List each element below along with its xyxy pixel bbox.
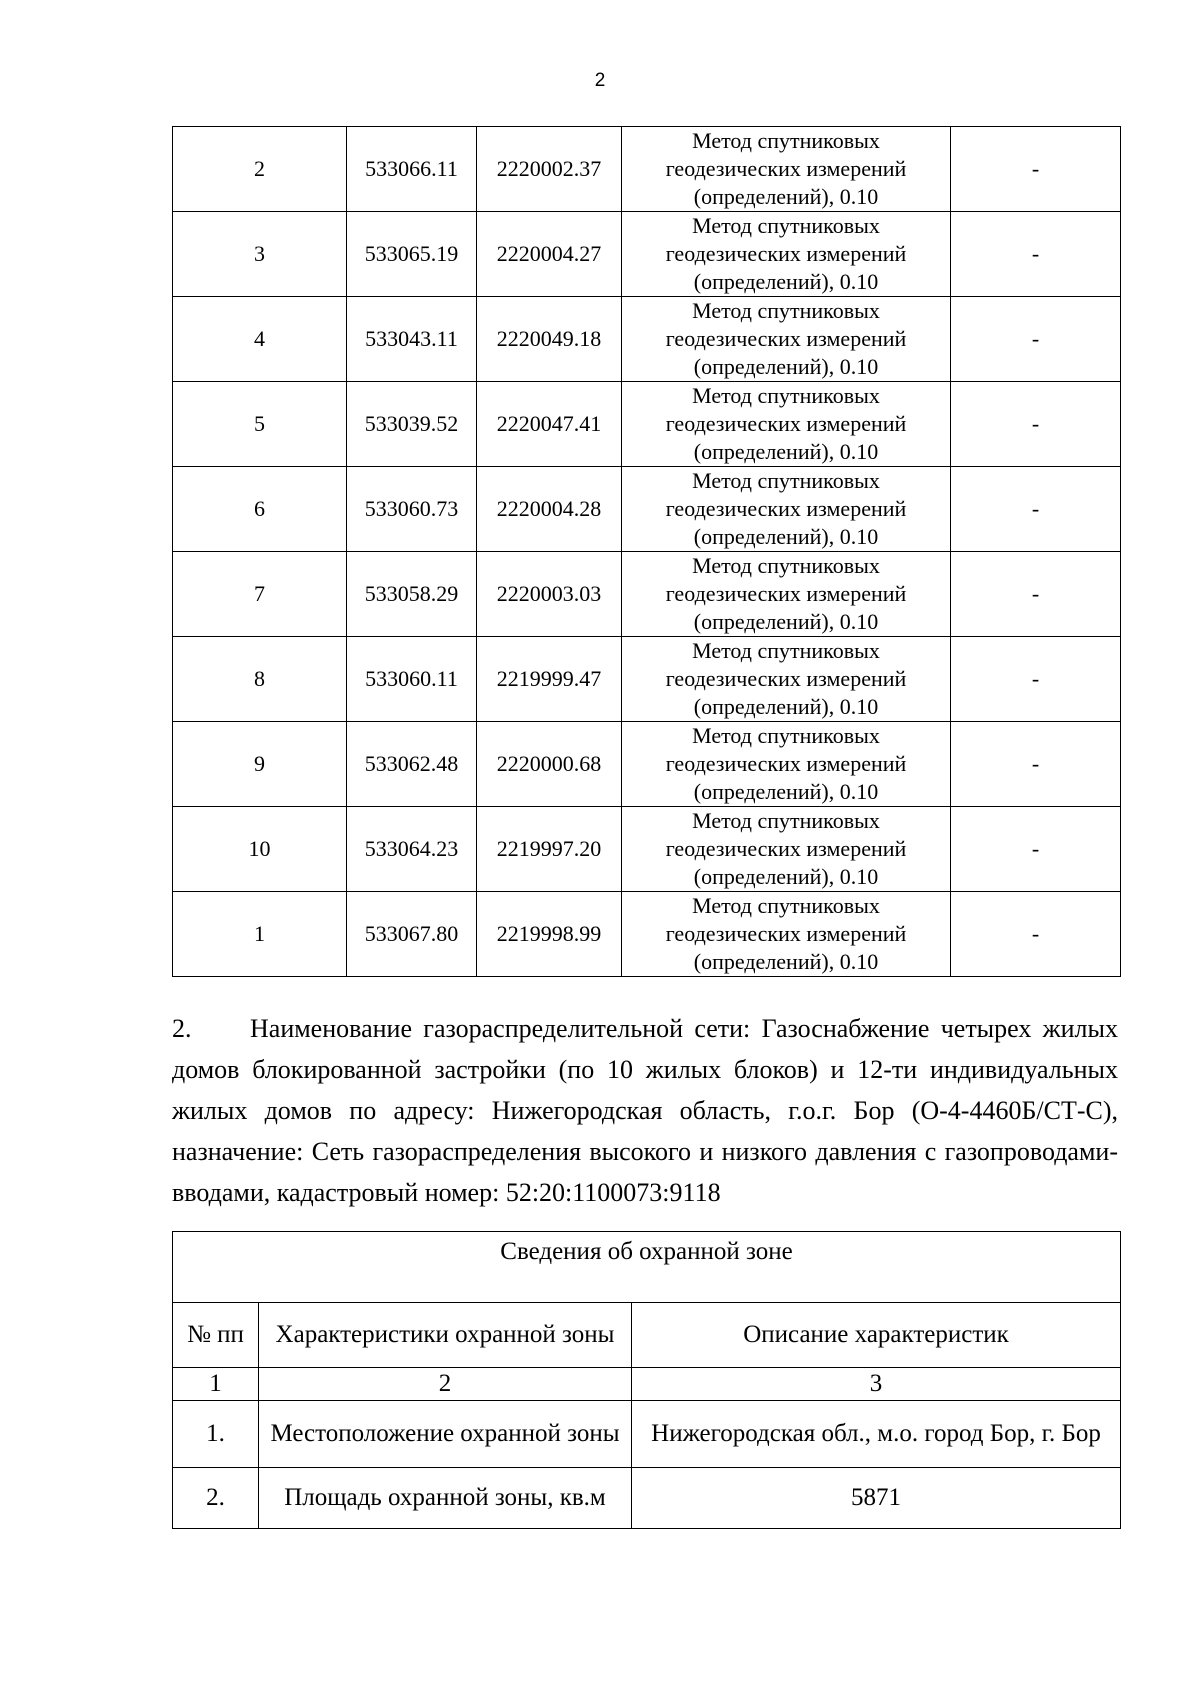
method-cell [622,212,951,297]
zone-row-location [173,1401,1121,1468]
method-cell [622,552,951,637]
point-number-cell: 1 [173,892,347,977]
x-coordinate-cell: 533066.11 [347,127,477,212]
coordinate-row [173,892,1121,977]
header-num: № пп [173,1303,259,1368]
y-coordinate-cell: 2219998.99 [477,892,622,977]
zone-row-num: 2. [173,1468,259,1529]
paragraph-text: Наименование газораспределительной сети: Газоснабжение четырех жилых домов блокированной застройки (по 10 жилых блоков) и 12-ти индивидуальных жилых домов по адресу: Нижегородская область, г.о.г. Бор (О-4-4460Б/СТ-С), назначение: Сеть газораспределения высокого и низкого давления с газопроводами-вводами, кадастровый номер: 52:20:1100073:9118 [172,1014,1118,1207]
method-line: геодезических измерений [665,411,907,436]
point-number-cell: 4 [173,297,347,382]
paragraph-number: 2. [172,1014,192,1043]
x-coordinate-cell: 533062.48 [347,722,477,807]
description-cell: - [951,297,1121,382]
method-line: (определений), 0.10 [693,354,879,379]
method-cell [622,722,951,807]
x-coordinate-cell: 533060.11 [347,637,477,722]
method-line: (определений), 0.10 [693,694,879,719]
method-line: (определений), 0.10 [693,439,879,464]
description-cell: - [951,212,1121,297]
point-number-cell: 6 [173,467,347,552]
method-line: Метод спутниковых [692,553,880,578]
x-coordinate-cell: 533067.80 [347,892,477,977]
column-number-2: 2 [259,1368,632,1401]
method-line: (определений), 0.10 [693,949,879,974]
method-line: Метод спутниковых [692,128,880,153]
method-line: (определений), 0.10 [693,184,879,209]
coordinate-row [173,722,1121,807]
method-line: Метод спутниковых [692,893,880,918]
method-line: геодезических измерений [665,751,907,776]
method-line: Метод спутниковых [692,298,880,323]
method-line: геодезических измерений [665,921,907,946]
description-cell: - [951,382,1121,467]
page-number: 2 [594,70,606,91]
method-line: геодезических измерений [665,581,907,606]
column-number-1: 1 [173,1368,259,1401]
zone-row-num: 1. [173,1401,259,1468]
point-number-cell: 10 [173,807,347,892]
method-line: (определений), 0.10 [693,609,879,634]
description-cell: - [951,552,1121,637]
description-cell: - [951,637,1121,722]
header-description: Описание характеристик [632,1303,1121,1368]
coordinate-row [173,382,1121,467]
x-coordinate-cell: 533058.29 [347,552,477,637]
point-number-cell: 9 [173,722,347,807]
coordinate-row [173,127,1121,212]
y-coordinate-cell: 2219997.20 [477,807,622,892]
method-line: геодезических измерений [665,156,907,181]
x-coordinate-cell: 533060.73 [347,467,477,552]
y-coordinate-cell: 2219999.47 [477,637,622,722]
description-cell: - [951,722,1121,807]
coordinate-row [173,297,1121,382]
method-line: геодезических измерений [665,326,907,351]
y-coordinate-cell: 2220004.28 [477,467,622,552]
method-line: геодезических измерений [665,666,907,691]
method-line: Метод спутниковых [692,808,880,833]
point-number-cell: 2 [173,127,347,212]
point-number-cell: 7 [173,552,347,637]
zone-row-description: Нижегородская обл., м.о. город Бор, г. Бор [632,1401,1121,1468]
y-coordinate-cell: 2220047.41 [477,382,622,467]
x-coordinate-cell: 533065.19 [347,212,477,297]
method-cell [622,127,951,212]
coordinate-row [173,637,1121,722]
y-coordinate-cell: 2220004.27 [477,212,622,297]
description-cell: - [951,892,1121,977]
method-line: Метод спутниковых [692,723,880,748]
method-cell [622,637,951,722]
column-number-3: 3 [632,1368,1121,1401]
description-cell: - [951,467,1121,552]
method-line: геодезических измерений [665,496,907,521]
coordinate-row [173,467,1121,552]
method-line: (определений), 0.10 [693,269,879,294]
header-characteristic: Характеристики охранной зоны [259,1303,632,1368]
network-description-paragraph [172,1008,1118,1213]
zone-row-area [173,1468,1121,1529]
y-coordinate-cell: 2220049.18 [477,297,622,382]
zone-row-characteristic: Площадь охранной зоны, кв.м [259,1468,632,1529]
method-cell [622,892,951,977]
coordinate-row [173,807,1121,892]
zone-table-title: Сведения об охранной зоне [173,1232,1121,1303]
method-line: Метод спутниковых [692,213,880,238]
point-number-cell: 3 [173,212,347,297]
point-number-cell: 8 [173,637,347,722]
zone-row-characteristic: Местоположение охранной зоны [259,1401,632,1468]
description-cell: - [951,807,1121,892]
coordinates-table [172,126,1121,977]
coordinate-row [173,212,1121,297]
method-line: (определений), 0.10 [693,864,879,889]
y-coordinate-cell: 2220002.37 [477,127,622,212]
description-cell: - [951,127,1121,212]
x-coordinate-cell: 533043.11 [347,297,477,382]
x-coordinate-cell: 533039.52 [347,382,477,467]
x-coordinate-cell: 533064.23 [347,807,477,892]
method-line: геодезических измерений [665,241,907,266]
protection-zone-table [172,1231,1121,1529]
method-cell [622,382,951,467]
method-line: Метод спутниковых [692,383,880,408]
method-line: (определений), 0.10 [693,524,879,549]
method-line: геодезических измерений [665,836,907,861]
coordinate-row [173,552,1121,637]
method-cell [622,467,951,552]
method-cell [622,807,951,892]
y-coordinate-cell: 2220003.03 [477,552,622,637]
zone-row-description: 5871 [632,1468,1121,1529]
method-cell [622,297,951,382]
method-line: Метод спутниковых [692,468,880,493]
method-line: Метод спутниковых [692,638,880,663]
method-line: (определений), 0.10 [693,779,879,804]
point-number-cell: 5 [173,382,347,467]
y-coordinate-cell: 2220000.68 [477,722,622,807]
